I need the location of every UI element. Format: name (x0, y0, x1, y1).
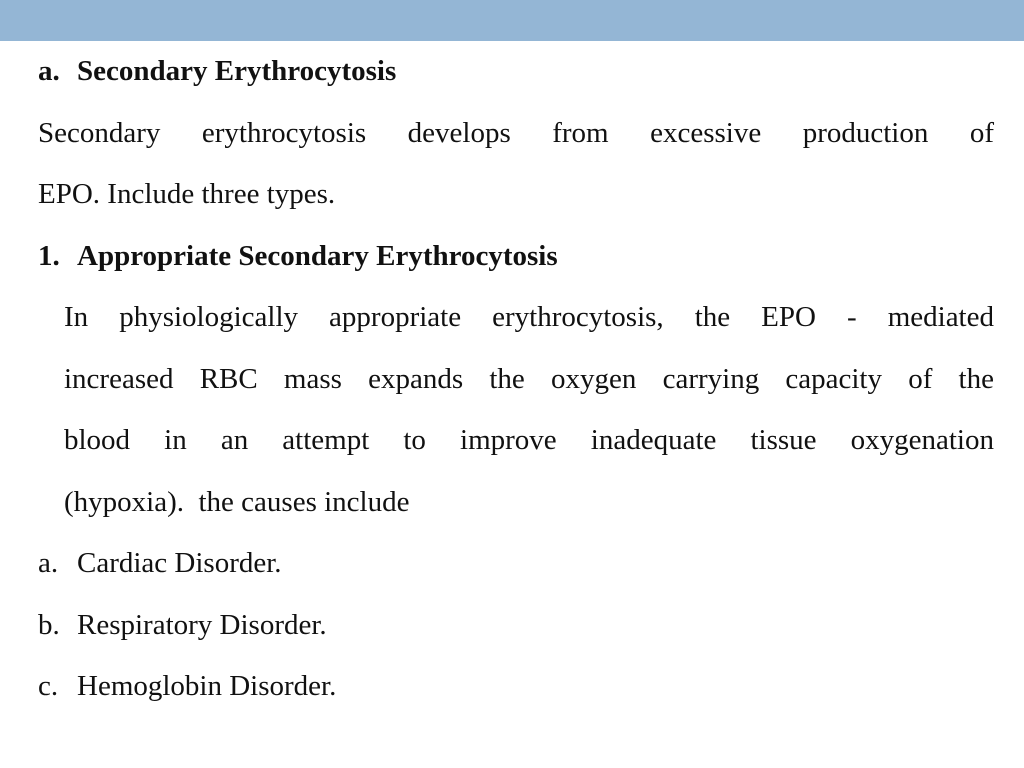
paragraph-line: blood in an attempt to improve inadequate tissue oxygenation (64, 424, 994, 456)
slide-top-bar (0, 0, 1024, 41)
cause-item (38, 533, 994, 595)
section-heading-text: Secondary Erythrocytosis (77, 55, 397, 87)
cause-item (38, 595, 994, 657)
type-1-heading-text: Appropriate Secondary Erythrocytosis (77, 239, 558, 272)
type-1-marker: 1. (38, 239, 60, 272)
paragraph-line: increased RBC mass expands the oxygen carrying capacity of the (64, 362, 994, 395)
cause-text: Hemoglobin Disorder. (77, 670, 337, 702)
type-1-heading (38, 226, 994, 288)
slide-content (38, 41, 994, 718)
cause-item (38, 656, 994, 718)
paragraph-line: In physiologically appropriate erythrocytosis, the EPO - mediated (64, 301, 994, 333)
cause-text: Cardiac Disorder. (77, 547, 282, 579)
type-1-paragraph (64, 287, 994, 533)
paragraph-line: (hypoxia). the causes include (64, 485, 410, 518)
section-marker: a. (38, 55, 60, 87)
cause-text: Respiratory Disorder. (77, 608, 327, 641)
cause-marker: b. (38, 608, 60, 641)
cause-marker: a. (38, 547, 59, 579)
intro-line-2: EPO. Include three types. (38, 178, 336, 210)
section-heading (38, 41, 994, 103)
cause-marker: c. (38, 670, 59, 702)
intro-line-1: Secondary erythrocytosis develops from excessive production of (38, 116, 994, 149)
